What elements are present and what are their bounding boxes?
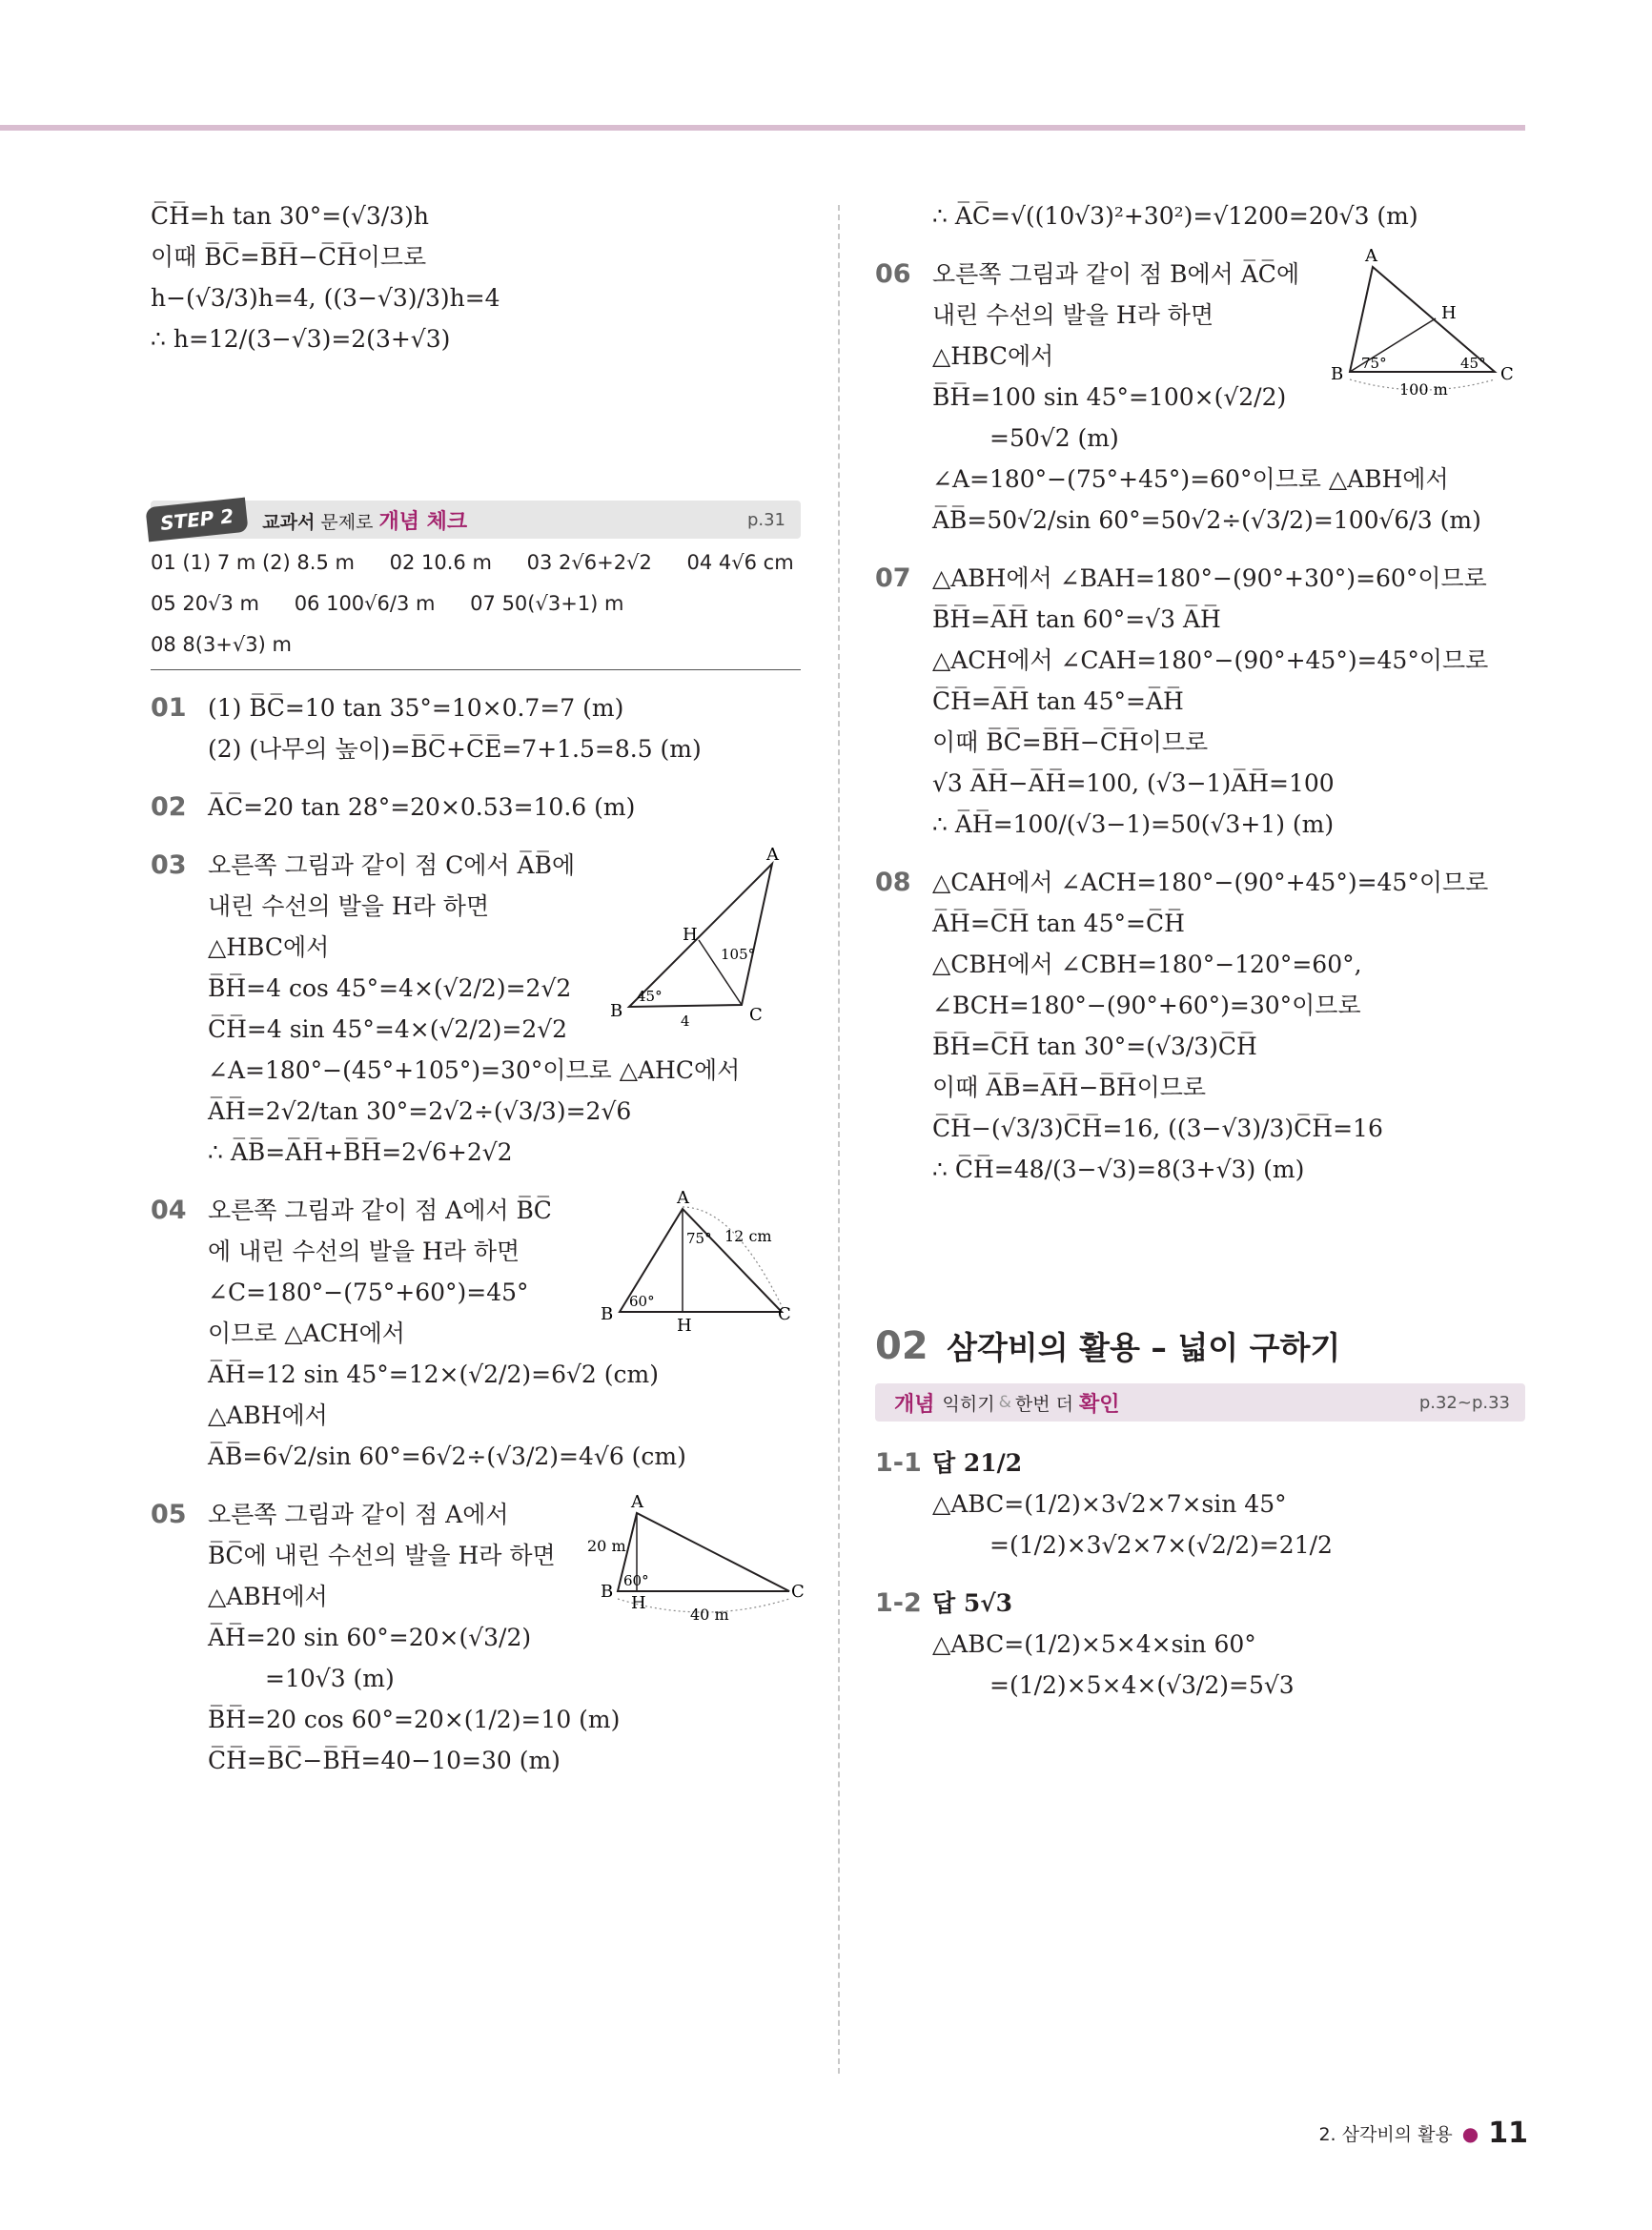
solution-line: ∠A=180°−(45°+105°)=30°이므로 △AHC에서 [208,1056,741,1084]
footer-chapter: 2. 삼각비의 활용 [1318,2124,1453,2145]
solution-line: 이때 B̅C̅=B̅H̅−C̅H̅이므로 [932,728,1209,756]
problem-07 [875,558,1525,845]
vertex-label-h: H [1441,303,1457,323]
side-label: 100 m [1399,380,1448,399]
solution-line: (2) (나무의 높이)=B̅C̅+C̅E̅=7+1.5=8.5 (m) [208,735,702,763]
angle-label: 45° [637,988,663,1005]
solution-line: B̅H̅=4 cos 45°=4×(√2/2)=2√2 [208,974,572,1002]
answer-item: 01 (1) 7 m (2) 8.5 m [151,551,355,574]
solution-line: =(1/2)×5×4×(√3/2)=5√3 [989,1671,1295,1699]
exercise-1-2 [875,1583,1525,1706]
solution-line: 오른쪽 그림과 같이 점 C에서 A̅B̅에 [208,851,576,879]
vertex-label-b: B [1331,364,1344,384]
solution-line: 내린 수선의 발을 H라 하면 [208,892,490,920]
vertex-label-a: A [677,1188,689,1208]
solution-line: A̅B̅=50√2/sin 60°=50√2÷(√3/2)=100√6/3 (m) [932,506,1481,534]
angle-label: 75° [1361,355,1387,372]
right-column [875,195,1525,1706]
problem-number: 06 [875,259,911,289]
answer-item: 06 100√6/3 m [294,592,436,615]
solution-line: △CBH에서 ∠CBH=180°−120°=60°, [932,951,1362,978]
triangle-figure-04 [591,1188,791,1336]
problem-06 [875,246,1525,541]
solution-line: C̅H̅=h tan 30°=(√3/3)h [151,202,429,230]
step-title-concept: 개념 체크 [378,509,468,534]
problem-number: 07 [875,563,911,593]
solution-line: ∠C=180°−(75°+60°)=45° [208,1279,529,1306]
problem-number: 03 [151,850,187,880]
triangle-figure-05 [568,1492,805,1626]
problem-02 [151,787,801,828]
solution-line: B̅C̅에 내린 수선의 발을 H라 하면 [208,1542,556,1569]
vertex-label-a: A [1365,246,1377,266]
problem-number: 01 [151,693,187,723]
answer-item: 02 10.6 m [389,551,492,574]
problem-number: 08 [875,868,911,897]
exercise-number: 1-1 [875,1448,922,1478]
vertex-label-c: C [1500,364,1514,384]
problem-05 [151,1492,805,1781]
concept-check-bar [875,1383,1525,1422]
answer-item: 08 8(3+√3) m [151,633,292,656]
solution-line: =(1/2)×3√2×7×(√2/2)=21/2 [989,1531,1333,1559]
angle-label: 60° [629,1293,655,1310]
triangle-figure-06 [1323,246,1514,408]
solution-line: A̅C̅=20 tan 28°=20×0.53=10.6 (m) [208,793,636,821]
answer-row [151,583,801,624]
concept-confirm: 확인 [1078,1392,1120,1417]
triangle-figure-03 [608,845,799,1030]
solution-line: A̅B̅=6√2/sin 60°=6√2÷(√3/2)=4√6 (cm) [208,1442,686,1470]
solution-line: △ABH에서 [208,1583,328,1610]
solution-line: 이때 B̅C̅=B̅H̅−C̅H̅이므로 [151,243,427,271]
step-page-ref: p.31 [746,509,785,530]
answer-summary [151,542,801,670]
solution-line: C̅H̅−(√3/3)C̅H̅=16, ((3−√3)/3)C̅H̅=16 [932,1115,1383,1142]
solution-line: ∴ A̅H̅=100/(√3−1)=50(√3+1) (m) [932,810,1335,838]
solution-line: 오른쪽 그림과 같이 점 B에서 A̅C̅에 [932,260,1300,288]
exercise-answer: 답 5√3 [932,1589,1013,1617]
left-column [151,195,805,1781]
answer-item: 03 2√6+2√2 [526,551,652,574]
column-divider [838,205,840,2074]
step2-header [151,501,801,539]
page-number: 11 [1488,2117,1528,2150]
problem-number: 04 [151,1196,187,1225]
solution-line: ∴ A̅B̅=A̅H̅+B̅H̅=2√6+2√2 [208,1138,513,1166]
solution-line: ∠A=180°−(75°+45°)=60°이므로 △ABH에서 [932,465,1449,493]
vertex-label-h: H [677,1316,692,1336]
solution-line: △ABC=(1/2)×3√2×7×sin 45° [932,1490,1287,1518]
solution-line: =50√2 (m) [989,424,1119,452]
answer-item: 05 20√3 m [151,592,259,615]
exercise-1-1 [875,1442,1525,1565]
vertex-label-c: C [791,1582,805,1602]
solution-line: B̅H̅=C̅H̅ tan 30°=(√3/3)C̅H̅ [932,1033,1257,1060]
problem-01 [151,687,801,769]
side-label: 40 m [690,1606,729,1624]
vertex-label-c: C [749,1005,763,1025]
step-title [262,505,467,535]
side-label: 4 [681,1013,690,1030]
solution-line: √3 A̅H̅−A̅H̅=100, (√3−1)A̅H̅=100 [932,769,1335,797]
solution-line: (1) B̅C̅=10 tan 35°=10×0.7=7 (m) [208,694,624,722]
exercise-number: 1-2 [875,1588,922,1618]
solution-line: A̅H̅=C̅H̅ tan 45°=C̅H̅ [932,910,1185,937]
vertex-label-a: A [766,845,779,865]
concept-label: 개념 [894,1392,935,1417]
solution-line: △ABC=(1/2)×5×4×sin 60° [932,1630,1256,1658]
side-dimension-arc [683,1207,784,1310]
solution-line: △HBC에서 [208,933,330,961]
solution-line: A̅H̅=12 sin 45°=12×(√2/2)=6√2 (cm) [208,1361,659,1388]
angle-label: 45° [1460,355,1486,372]
solution-line: C̅H̅=B̅C̅−B̅H̅=40−10=30 (m) [208,1747,561,1774]
concept-amp: & [998,1393,1011,1412]
exercise-answer: 답 21/2 [932,1449,1023,1477]
solution-line: ∴ A̅C̅=√((10√3)²+30²)=√1200=20√3 (m) [932,202,1418,230]
concept-once-more: 한번 더 [1014,1393,1073,1415]
solution-line: =10√3 (m) [265,1665,395,1692]
solution-line: 내린 수선의 발을 H라 하면 [932,301,1214,329]
solution-line: C̅H̅=A̅H̅ tan 45°=A̅H̅ [932,687,1184,715]
step-title-textbook: 교과서 [262,511,316,533]
angle-label: 75° [686,1230,712,1247]
solution-line: 이때 A̅B̅=A̅H̅−B̅H̅이므로 [932,1074,1207,1101]
vertex-label-c: C [778,1304,791,1324]
solution-line: ∴ h=12/(3−√3)=2(3+√3) [151,325,451,353]
answer-item: 07 50(√3+1) m [470,592,624,615]
solution-line: ∠BCH=180°−(90°+60°)=30°이므로 [932,992,1361,1019]
section-number: 02 [875,1324,928,1368]
problem-08 [875,862,1525,1190]
problem-04 [151,1190,801,1477]
vertex-label-h: H [631,1593,646,1613]
vertex-label-h: H [683,925,698,945]
section-title [875,1323,1525,1368]
step-badge: STEP 2 [145,498,248,542]
solution-line: B̅H̅=100 sin 45°=100×(√2/2) [932,383,1287,411]
concept-practice: 익히기 [942,1393,995,1415]
angle-label: 60° [623,1572,649,1589]
answer-row [151,624,801,665]
side-label: 20 m [587,1537,626,1555]
solution-line: A̅H̅=2√2/tan 30°=2√2÷(√3/3)=2√6 [208,1097,632,1125]
left-top-solution [151,195,801,359]
solution-line: △ABH에서 [208,1401,328,1429]
solution-line: △ACH에서 ∠CAH=180°−(90°+45°)=45°이므로 [932,646,1489,674]
vertex-label-b: B [601,1304,614,1324]
section-title-text: 삼각비의 활용 – 넓이 구하기 [947,1329,1341,1366]
solution-line: △CAH에서 ∠ACH=180°−(90°+45°)=45°이므로 [932,869,1489,896]
problem-number: 05 [151,1500,187,1529]
solution-line: B̅H̅=20 cos 60°=20×(1/2)=10 (m) [208,1706,621,1733]
problem-03 [151,845,801,1173]
solution-line: A̅H̅=20 sin 60°=20×(√3/2) [208,1624,532,1651]
triangle-outline [629,864,772,1007]
solution-line: ∴ C̅H̅=48/(3−√3)=8(3+√3) (m) [932,1156,1305,1183]
top-rule [0,125,1525,131]
answer-row [151,542,801,583]
concept-page-ref: p.32~p.33 [1418,1392,1510,1413]
vertex-label-b: B [601,1582,614,1602]
page-footer [1318,2117,1528,2150]
solution-line: B̅H̅=A̅H̅ tan 60°=√3 A̅H̅ [932,605,1221,633]
solution-line: h−(√3/3)h=4, ((3−√3)/3)h=4 [151,284,500,312]
solution-line: 오른쪽 그림과 같이 점 A에서 B̅C̅ [208,1197,552,1224]
vertex-label-b: B [610,1001,623,1021]
solution-line: △HBC에서 [932,342,1054,370]
solution-line: 이므로 △ACH에서 [208,1320,405,1347]
answer-item: 04 4√6 cm [686,551,794,574]
vertex-label-a: A [631,1492,643,1512]
solution-line: 오른쪽 그림과 같이 점 A에서 [208,1501,509,1528]
solution-line: 에 내린 수선의 발을 H라 하면 [208,1238,520,1265]
footer-bullet-icon: ● [1461,2121,1479,2145]
solution-line: △ABH에서 ∠BAH=180°−(90°+30°)=60°이므로 [932,564,1487,592]
solution-line: C̅H̅=4 sin 45°=4×(√2/2)=2√2 [208,1015,568,1043]
side-label: 12 cm [724,1227,772,1245]
angle-label: 105° [721,946,756,963]
step-title-problem: 문제로 [320,511,374,533]
problem-number: 02 [151,792,187,822]
